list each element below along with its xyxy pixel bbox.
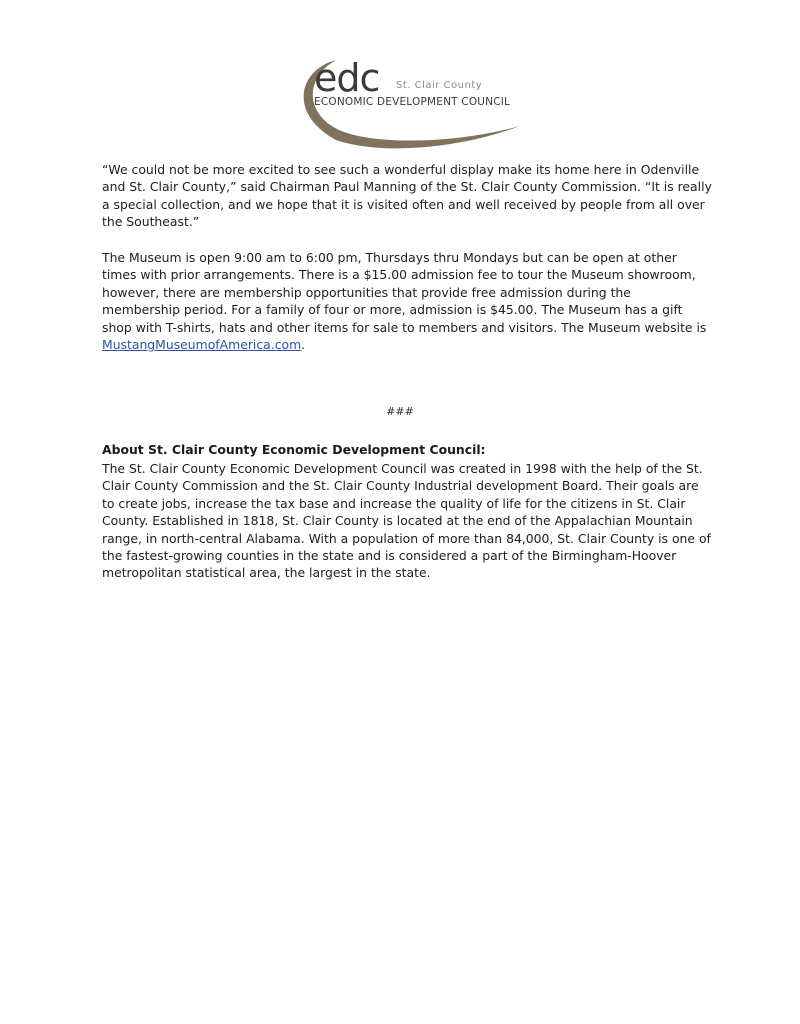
section-separator: ### bbox=[386, 405, 414, 418]
logo-county-text: St. Clair County bbox=[396, 80, 483, 91]
quote-paragraph bbox=[102, 161, 712, 231]
quote-text: “We could not be more excited to see such a wonderful display make its home here in Odenville and St. Clair County,” said Chairman Paul Manning of the St. Clair County Commission. “It is really a special collection, and we hope that it is visited often and well received by people from all over the Southeast.” bbox=[102, 162, 712, 230]
about-paragraph bbox=[102, 460, 712, 582]
logo-council-text: ECONOMIC DEVELOPMENT COUNCIL bbox=[314, 96, 511, 108]
logo-edc-text: edc bbox=[314, 56, 380, 100]
museum-info-paragraph bbox=[102, 249, 712, 353]
museum-info-body: The Museum is open 9:00 am to 6:00 pm, Thursdays thru Mondays but can be open at other times with prior arrangements. There is a $15.00 admission fee to tour the Museum showroom, however, there are membership opportunities that provide free admission during the membership period. For a family of four or more, admission is $45.00. The Museum has a gift shop with T-shirts, hats and other items for sale to members and visitors. The Museum website is bbox=[102, 250, 707, 335]
about-text: The St. Clair County Economic Development Council was created in 1998 with the help of the St. Clair County Commission and the St. Clair County Industrial development Board. Their goals are to create jobs, increase the tax base and increase the quality of life for the citizens in St. Clair County. Established in 1818, St. Clair County is located at the end of the Appalachian Mountain range, in north-central Alabama. With a population of more than 84,000, St. Clair County is one of the fastest-growing counties in the state and is considered a part of the Birmingham-Hoover metropolitan statistical area, the largest in the state. bbox=[102, 461, 711, 581]
museum-website-link[interactable]: MustangMuseumofAmerica.com bbox=[102, 337, 302, 353]
museum-info-text bbox=[102, 249, 712, 353]
museum-website-suffix: . bbox=[301, 337, 306, 353]
about-heading: About St. Clair County Economic Development Council: bbox=[102, 442, 486, 457]
edc-logo bbox=[292, 56, 524, 152]
